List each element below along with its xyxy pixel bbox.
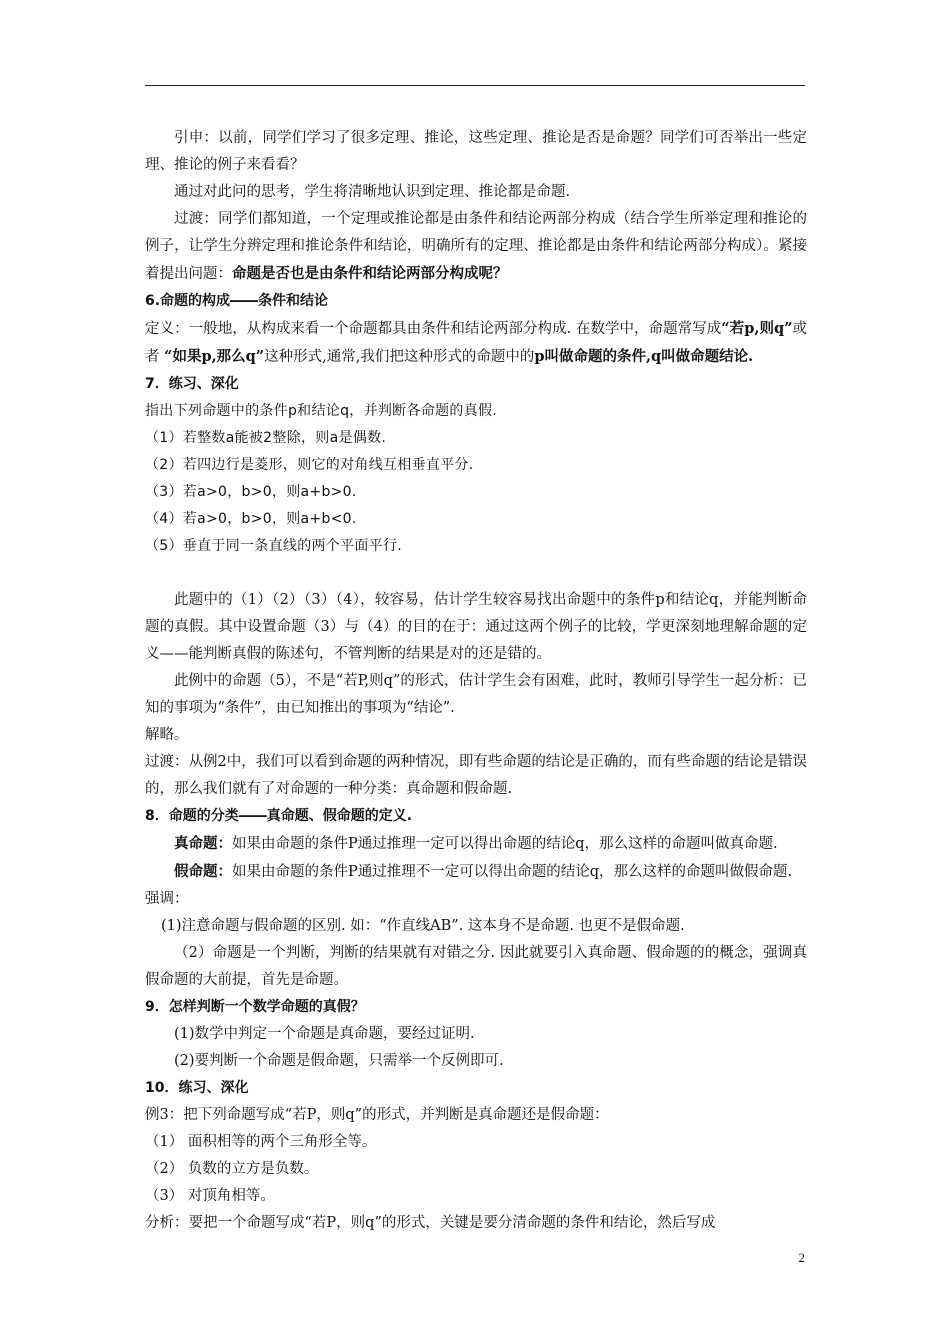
example-3-item-1: （1） 面积相等的两个三角形全等。 [145, 1134, 377, 1150]
analysis-paragraph-1: 此题中的（1）（2）（3）（4），较容易，估计学生较容易找出命题中的条件p和结论q，并能判断命题的真假。其中设置命题（3）与（4）的目的在于：通过这两个例子的比较，学更深刻地理解命题的定义——能判断真假的陈述句，不管判断的结果是对的还是错的。 [145, 592, 807, 662]
emphasis-label: 强调： [145, 891, 189, 907]
true-proposition-term: 真命题： [174, 835, 232, 852]
definition-or: 或者 [145, 321, 808, 365]
paragraph-thinking: 通过对此问的思考，学生将清晰地认识到定理、推论都是命题. [174, 184, 571, 200]
analysis-paragraph-2: 此例中的命题（5），不是“若P,则q”的形式，估计学生会有困难，此时，教师引导学生一起分析：已知的事项为“条件”，由已知推出的事项为“结论”. [145, 673, 807, 716]
definition-text: 定义：一般地，从构成来看一个命题都具由条件和结论两部分构成. 在数学中，命题常写成 [145, 321, 722, 337]
exercise-item-2: （2）若四边行是菱形，则它的对角线互相垂直平分. [145, 457, 474, 473]
true-proposition-text: 如果由命题的条件P通过推理一定可以得出命题的结论q，那么这样的命题叫做真命题. [232, 836, 778, 852]
exercise-image-block [145, 398, 807, 560]
definition-conclusion: p叫做命题的条件,q叫做命题结论. [534, 348, 754, 365]
solution-omitted: 解略。 [145, 727, 189, 743]
exercise-item-1: （1）若整数a能被2整除，则a是偶数. [145, 430, 387, 446]
spacer [145, 560, 807, 587]
section-heading-7: 7．练习、深化 [145, 376, 239, 392]
exercise-item-5: （5）垂直于同一条直线的两个平面平行. [145, 538, 403, 554]
exercise-item-4: （4）若a>0，b>0，则a+b<0. [145, 511, 357, 527]
false-proposition-text: 如果由命题的条件P通过推理不一定可以得出命题的结论q，那么这样的命题叫做假命题. [232, 864, 793, 880]
transition-text: 过渡：同学们都知道，一个定理或推论都是由条件和结论两部分构成（结合学生所举定理和推论的例子，让学生分辨定理和推论条件和结论，明确所有的定理、推论都是由条件和结论两部分构成）。紧接着提出问题： [145, 211, 807, 282]
section-heading-9: 9．怎样判断一个数学命题的真假？ [145, 999, 365, 1015]
emphasis-item-1: (1)注意命题与假命题的区别. 如：“作直线AB”. 这本身不是命题. 也更不是假命题. [161, 918, 685, 934]
true-proposition-definition [145, 830, 807, 858]
section-heading-6: 6.命题的构成――条件和结论 [145, 293, 329, 309]
transition-question: 命题是否也是由条件和结论两部分构成呢？ [232, 265, 508, 282]
judge-item-2: (2)要判断一个命题是假命题，只需举一个反例即可. [174, 1053, 504, 1069]
section-heading-8: 8．命题的分类――真命题、假命题的定义. [145, 808, 413, 824]
judge-item-1: (1)数学中判定一个命题是真命题，要经过证明. [174, 1026, 475, 1042]
emphasis-item-2: （2）命题是一个判断，判断的结果就有对错之分. 因此就要引入真命题、假命题的的概念，强调真假命题的大前提，首先是命题。 [145, 945, 807, 988]
form-if-then: “若p,则q” [721, 320, 793, 337]
false-proposition-definition [145, 858, 807, 886]
definition-form-text: 这种形式,通常,我们把这种形式的命题中的 [264, 349, 535, 365]
example-3-item-2: （2） 负数的立方是负数。 [145, 1161, 319, 1177]
section-heading-10: 10．练习、深化 [145, 1080, 249, 1096]
paragraph-transition [145, 206, 807, 288]
header-rule [145, 85, 805, 86]
form-if-so: “如果p,那么q” [164, 348, 265, 365]
analysis-paragraph-3: 分析：要把一个命题写成“若P，则q”的形式，关键是要分清命题的条件和结论，然后写成 [145, 1215, 716, 1231]
page-number: 2 [798, 1250, 805, 1265]
example-3-item-3: （3） 对顶角相等。 [145, 1188, 275, 1204]
transition-paragraph-2: 过渡：从例2中，我们可以看到命题的两种情况，即有些命题的结论是正确的，而有些命题的结论是错误的，那么我们就有了对命题的一种分类：真命题和假命题. [145, 754, 807, 797]
page-body [145, 125, 807, 1237]
example-3-prompt: 例3：把下列命题写成“若P，则q”的形式，并判断是真命题还是假命题： [145, 1107, 609, 1123]
exercise-instruction: 指出下列命题中的条件p和结论q，并判断各命题的真假. [145, 403, 498, 419]
paragraph-intro: 引申：以前，同学们学习了很多定理、推论，这些定理、推论是否是命题？同学们可否举出一些定理、推论的例子来看看？ [145, 130, 807, 173]
exercise-item-3: （3）若a>0，b>0，则a+b>0. [145, 484, 357, 500]
false-proposition-term: 假命题： [174, 863, 232, 880]
definition-paragraph [145, 315, 807, 371]
